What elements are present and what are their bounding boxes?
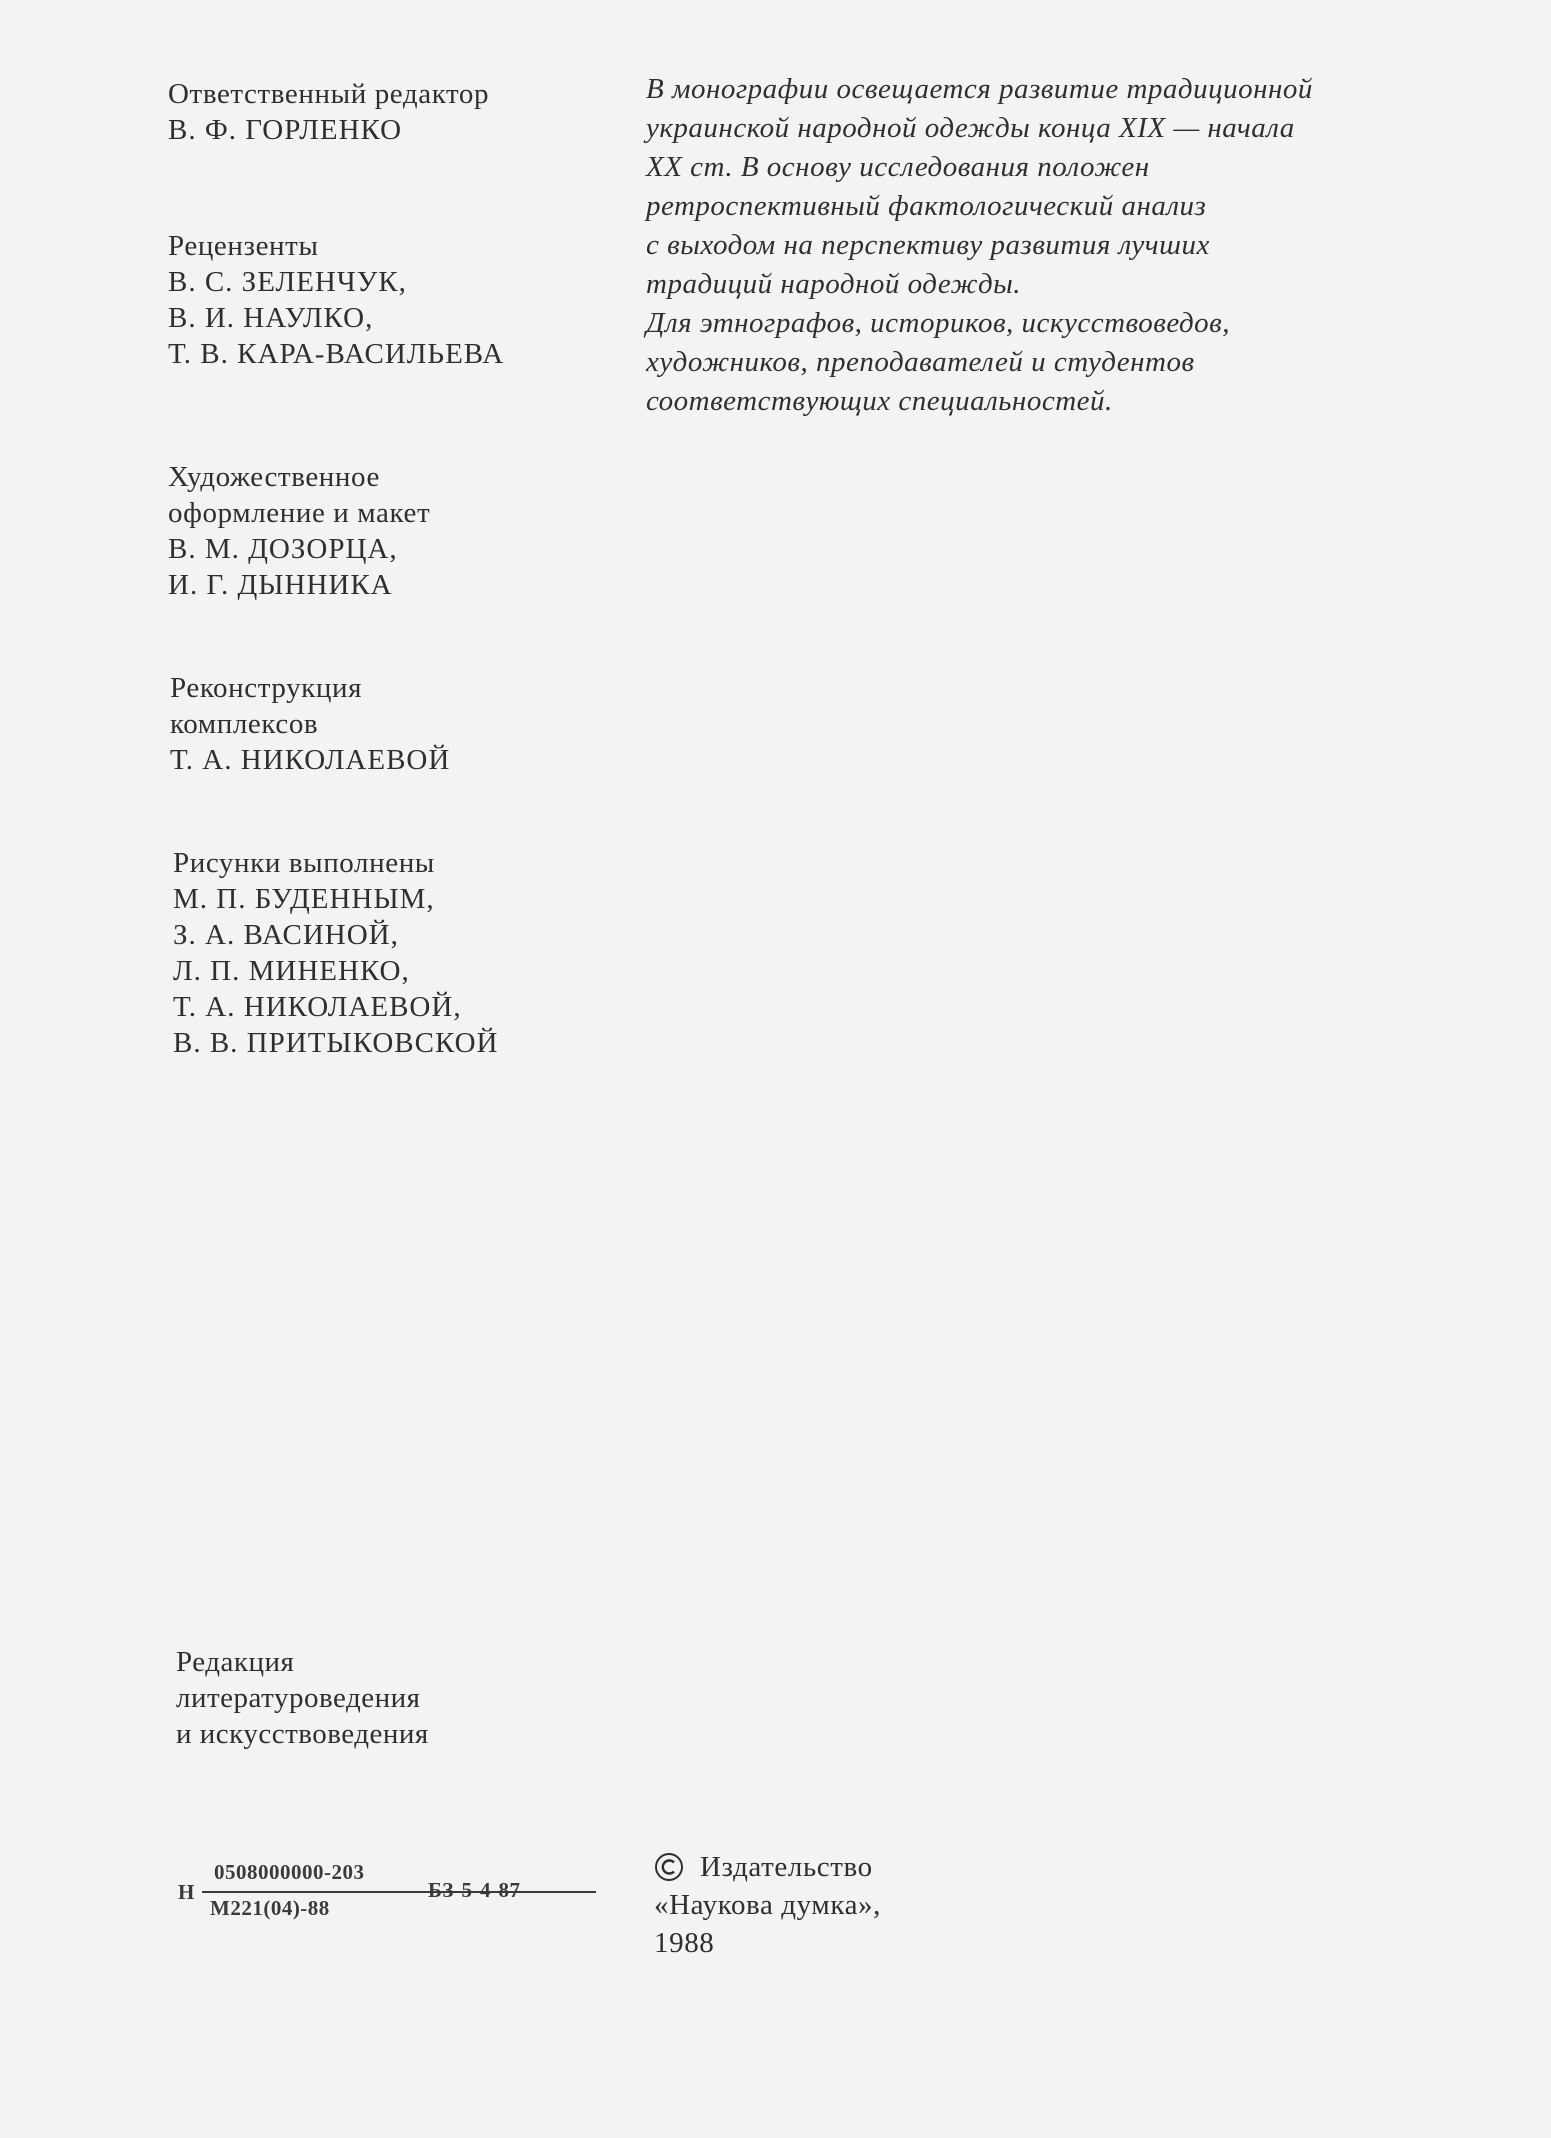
designer-name: В. М. ДОЗОРЦА, [168, 533, 398, 565]
design-block [168, 459, 430, 603]
illustrator-name: Л. П. МИНЕНКО, [173, 955, 410, 987]
publisher-block [654, 1848, 881, 1962]
reviewers-block [168, 228, 504, 372]
annotation-line: ретроспективный фактологический анализ [646, 190, 1207, 222]
editor-label [168, 76, 594, 112]
illustrator-name: М. П. БУДЕННЫМ, [173, 883, 435, 915]
editor-block [168, 76, 594, 148]
reconstruction-label: Реконструкция [170, 672, 363, 704]
index-numerator: 0508000000-203 [214, 1860, 365, 1884]
design-label: оформление и макет [168, 497, 431, 529]
reviewer-name: Т. В. КАРА-ВАСИЛЬЕВА [168, 338, 505, 370]
publisher-name: «Наукова думка», [654, 1889, 881, 1921]
reconstruction-label: комплексов [170, 708, 319, 740]
annotation-line: художников, преподавателей и студентов [646, 346, 1195, 378]
fraction-line [202, 1891, 596, 1893]
annotation-line: традиций народной одежды. [646, 268, 1021, 300]
index-letter: Н [178, 1880, 195, 1904]
publication-year: 1988 [654, 1927, 715, 1959]
design-label: Художественное [168, 461, 380, 493]
editorial-line: Редакция [176, 1646, 295, 1678]
catalog-index-code [178, 1860, 568, 1930]
annotation-line: В монографии освещается развитие традиционной [646, 73, 1313, 105]
reviewer-name: В. И. НАУЛКО, [168, 302, 374, 334]
drawings-block [173, 845, 498, 1061]
annotation-line: украинской народной одежды конца XIX — начала [646, 112, 1295, 144]
reconstruction-block [170, 670, 450, 778]
editorial-office [176, 1644, 429, 1752]
illustrator-name: Т. А. НИКОЛАЕВОЙ, [173, 991, 462, 1023]
reviewer-name: В. С. ЗЕЛЕНЧУК, [168, 266, 407, 298]
annotation-line: с выходом на перспективу развития лучших [646, 229, 1210, 261]
annotation-line: Для этнографов, историков, искусствоведов, [646, 307, 1230, 339]
publisher-line1 [654, 1848, 881, 1886]
publisher-name-label: Издательство [700, 1851, 873, 1883]
annotation-line: XX ст. В основу исследования положен [646, 151, 1150, 183]
reviewers-label: Рецензенты [168, 230, 319, 262]
index-suffix: БЗ-5-4-87 [428, 1878, 521, 1902]
index-denominator: М221(04)-88 [210, 1896, 330, 1920]
designer-name: И. Г. ДЫННИКА [168, 569, 393, 601]
copyright-icon [654, 1852, 684, 1882]
illustrator-name: В. В. ПРИТЫКОВСКОЙ [173, 1027, 499, 1059]
annotation-line: соответствующих специальностей. [646, 385, 1113, 417]
editor-label-word1: Ответственный [168, 78, 367, 110]
drawings-label: Рисунки выполнены [173, 847, 435, 879]
editor-label-word2: редактор [374, 78, 490, 110]
editorial-line: литературоведения [176, 1682, 421, 1714]
editor-name: В. Ф. ГОРЛЕНКО [168, 114, 403, 146]
editorial-line: и искусствоведения [176, 1718, 429, 1750]
illustrator-name: З. А. ВАСИНОЙ, [173, 919, 399, 951]
annotation-text [646, 70, 1466, 421]
reconstruction-name: Т. А. НИКОЛАЕВОЙ [170, 744, 451, 776]
